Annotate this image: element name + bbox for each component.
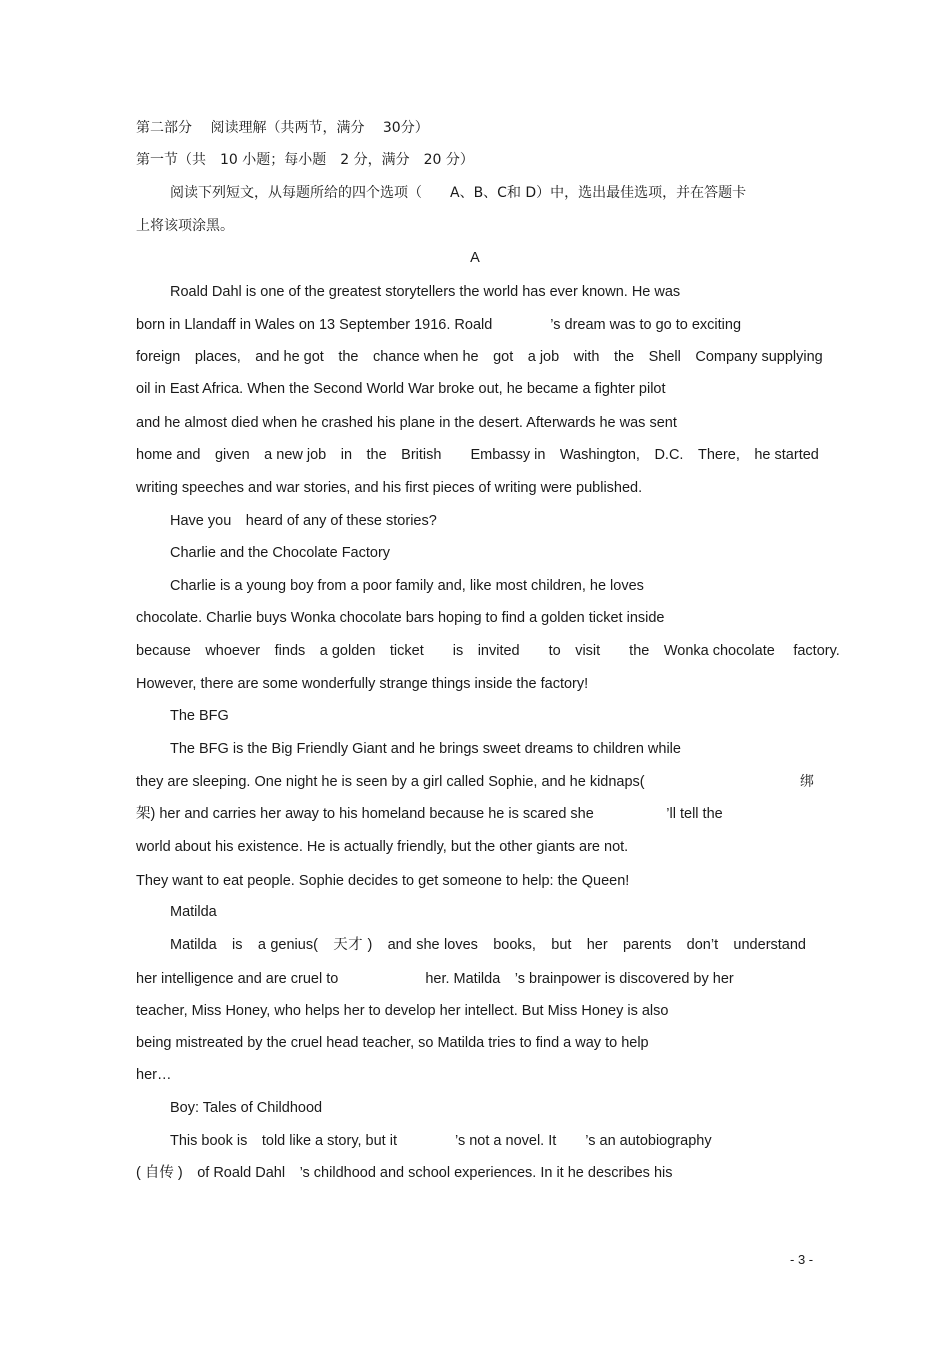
paragraph-line: her… xyxy=(136,1067,172,1083)
paragraph-line-end-char: 绑 xyxy=(800,774,814,790)
paragraph-line: oil in East Africa. When the Second World War broke out, he became a fighter pilot xyxy=(136,381,666,397)
page-number: - 3 - xyxy=(790,1252,814,1267)
paragraph-line: ( 自传 ) of Roald Dahl ’s childhood and school experiences. In it he describes his xyxy=(136,1165,673,1181)
paragraph-line: they are sleeping. One night he is seen by a girl called Sophie, and he kidnaps( xyxy=(136,774,645,790)
paragraph-line: The BFG is the Big Friendly Giant and he brings sweet dreams to children while xyxy=(170,741,681,757)
paragraph-line: This book is told like a story, but it ’s not a novel. It ’s an autobiography xyxy=(170,1133,712,1149)
story-title-boy: Boy: Tales of Childhood xyxy=(170,1100,323,1116)
paragraph-line: her intelligence and are cruel to her. Matilda ’s brainpower is discovered by her xyxy=(136,971,734,987)
instruction-line-2: 上将该项涂黑。 xyxy=(136,218,234,234)
instruction-line-1: 阅读下列短文，从每题所给的四个选项（ A、B、C和 D）中，选出最佳选项，并在答题卡 xyxy=(170,185,747,201)
paragraph-line: being mistreated by the cruel head teacher, so Matilda tries to find a way to help xyxy=(136,1035,649,1051)
story-title-matilda: Matilda xyxy=(170,904,217,920)
paragraph-line: home and given a new job in the British Embassy in Washington, D.C. There, he started xyxy=(136,447,819,463)
paragraph-line: Matilda is a genius( 天才 ) and she loves books, but her parents don’t understand xyxy=(170,937,806,953)
paragraph-line: Charlie is a young boy from a poor family and, like most children, he loves xyxy=(170,578,644,594)
paragraph-line: 架) her and carries her away to his homeland because he is scared she ’ll tell the xyxy=(136,806,723,822)
paragraph-line: foreign places, and he got the chance when he got a job with the Shell Company supplying xyxy=(136,349,823,365)
paragraph-line: chocolate. Charlie buys Wonka chocolate bars hoping to find a golden ticket inside xyxy=(136,610,665,626)
passage-label: A xyxy=(470,250,480,266)
paragraph-line: Have you heard of any of these stories? xyxy=(170,513,437,529)
paragraph-line: world about his existence. He is actually friendly, but the other giants are not. xyxy=(136,839,629,855)
paragraph-line: because whoever finds a golden ticket is invited to visit the Wonka chocolate factory. xyxy=(136,643,840,659)
part-title: 第二部分 阅读理解（共两节，满分 30分） xyxy=(136,120,429,136)
paragraph-line: Roald Dahl is one of the greatest storytellers the world has ever known. He was xyxy=(170,284,681,300)
story-title-bfg: The BFG xyxy=(170,708,229,724)
section-title: 第一节（共 10 小题；每小题 2 分，满分 20 分） xyxy=(136,152,474,168)
paragraph-line: writing speeches and war stories, and his first pieces of writing were published. xyxy=(136,480,643,496)
paragraph-line: born in Llandaff in Wales on 13 September 1916. Roald ’s dream was to go to exciting xyxy=(136,317,742,333)
story-title-charlie: Charlie and the Chocolate Factory xyxy=(170,545,391,561)
paragraph-line: However, there are some wonderfully strange things inside the factory! xyxy=(136,676,589,692)
paragraph-line: They want to eat people. Sophie decides to get someone to help: the Queen! xyxy=(136,873,630,889)
paragraph-line: teacher, Miss Honey, who helps her to develop her intellect. But Miss Honey is also xyxy=(136,1003,669,1019)
paragraph-line: and he almost died when he crashed his plane in the desert. Afterwards he was sent xyxy=(136,415,677,431)
